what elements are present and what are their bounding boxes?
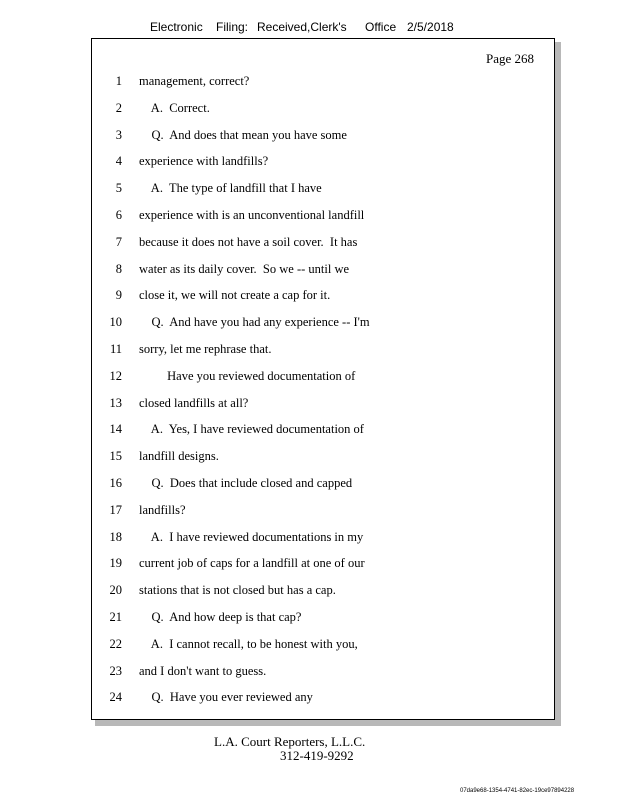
transcript-line — [92, 259, 556, 279]
line-text: close it, we will not create a cap for it. — [139, 288, 331, 303]
line-number: 13 — [109, 395, 122, 410]
stamp-filing: Filing: — [216, 20, 249, 34]
transcript-page — [91, 38, 555, 720]
line-number: 9 — [115, 288, 122, 303]
line-text: Q. And does that mean you have some — [139, 127, 347, 142]
transcript-line — [92, 634, 556, 654]
transcript-line — [92, 232, 556, 252]
line-number: 24 — [109, 690, 122, 705]
transcript-line — [92, 527, 556, 547]
line-number: 5 — [115, 181, 122, 196]
line-text: closed landfills at all? — [139, 395, 249, 410]
line-number: 1 — [115, 74, 122, 88]
line-text: current job of caps for a landfill at one of our — [139, 556, 365, 571]
line-text: because it does not have a soil cover. It has — [139, 234, 358, 249]
line-text: Q. And have you had any experience -- I'm — [139, 315, 370, 330]
transcript-line — [92, 98, 556, 118]
line-text: water as its daily cover. So we -- until we — [139, 261, 350, 276]
line-text: A. Correct. — [139, 100, 210, 115]
line-number: 14 — [109, 422, 122, 437]
line-number: 22 — [109, 636, 122, 651]
line-text: management, correct? — [139, 74, 250, 88]
transcript-line — [92, 607, 556, 627]
stamp-date: 2/5/2018 — [407, 20, 454, 34]
line-number: 20 — [109, 583, 122, 598]
transcript-line — [92, 178, 556, 198]
line-number: 17 — [109, 502, 122, 517]
line-text: Q. Have you ever reviewed any — [139, 690, 313, 705]
transcript-line — [92, 125, 556, 145]
transcript-line — [92, 339, 556, 359]
page-number: Page 268 — [485, 51, 534, 66]
line-text: sorry, let me rephrase that. — [139, 342, 272, 356]
line-number: 8 — [115, 261, 122, 276]
transcript-line — [92, 205, 556, 225]
line-number: 23 — [109, 663, 122, 678]
line-number: 2 — [115, 100, 122, 115]
line-text: and I don't want to guess. — [139, 663, 267, 678]
stamp-office: Office — [365, 20, 397, 34]
line-number: 15 — [109, 449, 122, 464]
transcript-line — [92, 661, 556, 681]
transcript-line — [92, 687, 556, 707]
line-text: landfills? — [139, 502, 186, 517]
transcript-line — [92, 553, 556, 573]
stamp-received-clerks: Received,Clerk's — [257, 20, 347, 34]
transcript-line — [92, 393, 556, 413]
transcript-line — [92, 473, 556, 493]
line-number: 12 — [109, 368, 122, 383]
line-text: Q. Does that include closed and capped — [139, 476, 353, 490]
line-text: A. I cannot recall, to be honest with you, — [139, 636, 358, 651]
line-number: 6 — [115, 208, 122, 222]
transcript-line — [92, 500, 556, 520]
line-number: 18 — [109, 529, 122, 544]
line-text: A. The type of landfill that I have — [139, 181, 322, 196]
line-number: 3 — [115, 127, 122, 142]
line-text: A. Yes, I have reviewed documentation of — [139, 422, 364, 437]
line-number: 4 — [115, 154, 122, 169]
footer-phone: 312-419-9292 — [280, 748, 354, 763]
line-text: stations that is not closed but has a cap. — [139, 583, 336, 598]
line-number: 21 — [109, 610, 122, 624]
line-number: 10 — [109, 315, 122, 330]
footer-company: L.A. Court Reporters, L.L.C. — [214, 734, 366, 749]
stamp-electronic: Electronic — [150, 20, 203, 34]
transcript-line — [92, 151, 556, 171]
document-id: 07da9e68-1354-4741-82ec-19ce97894228 — [460, 788, 575, 794]
line-text: A. I have reviewed documentations in my — [139, 529, 364, 544]
transcript-line — [92, 446, 556, 466]
line-number: 16 — [109, 476, 122, 490]
line-number: 7 — [115, 234, 122, 249]
line-text: experience with landfills? — [139, 154, 269, 169]
transcript-line — [92, 366, 556, 386]
line-text: landfill designs. — [139, 449, 219, 464]
line-text: Have you reviewed documentation of — [139, 368, 356, 383]
transcript-line — [92, 312, 556, 332]
line-text: Q. And how deep is that cap? — [139, 610, 302, 624]
transcript-line — [92, 71, 556, 91]
transcript-line — [92, 580, 556, 600]
line-text: experience with is an unconventional landfill — [139, 208, 365, 222]
transcript-line — [92, 419, 556, 439]
transcript-line — [92, 285, 556, 305]
line-number: 11 — [109, 342, 122, 356]
line-number: 19 — [109, 556, 122, 571]
